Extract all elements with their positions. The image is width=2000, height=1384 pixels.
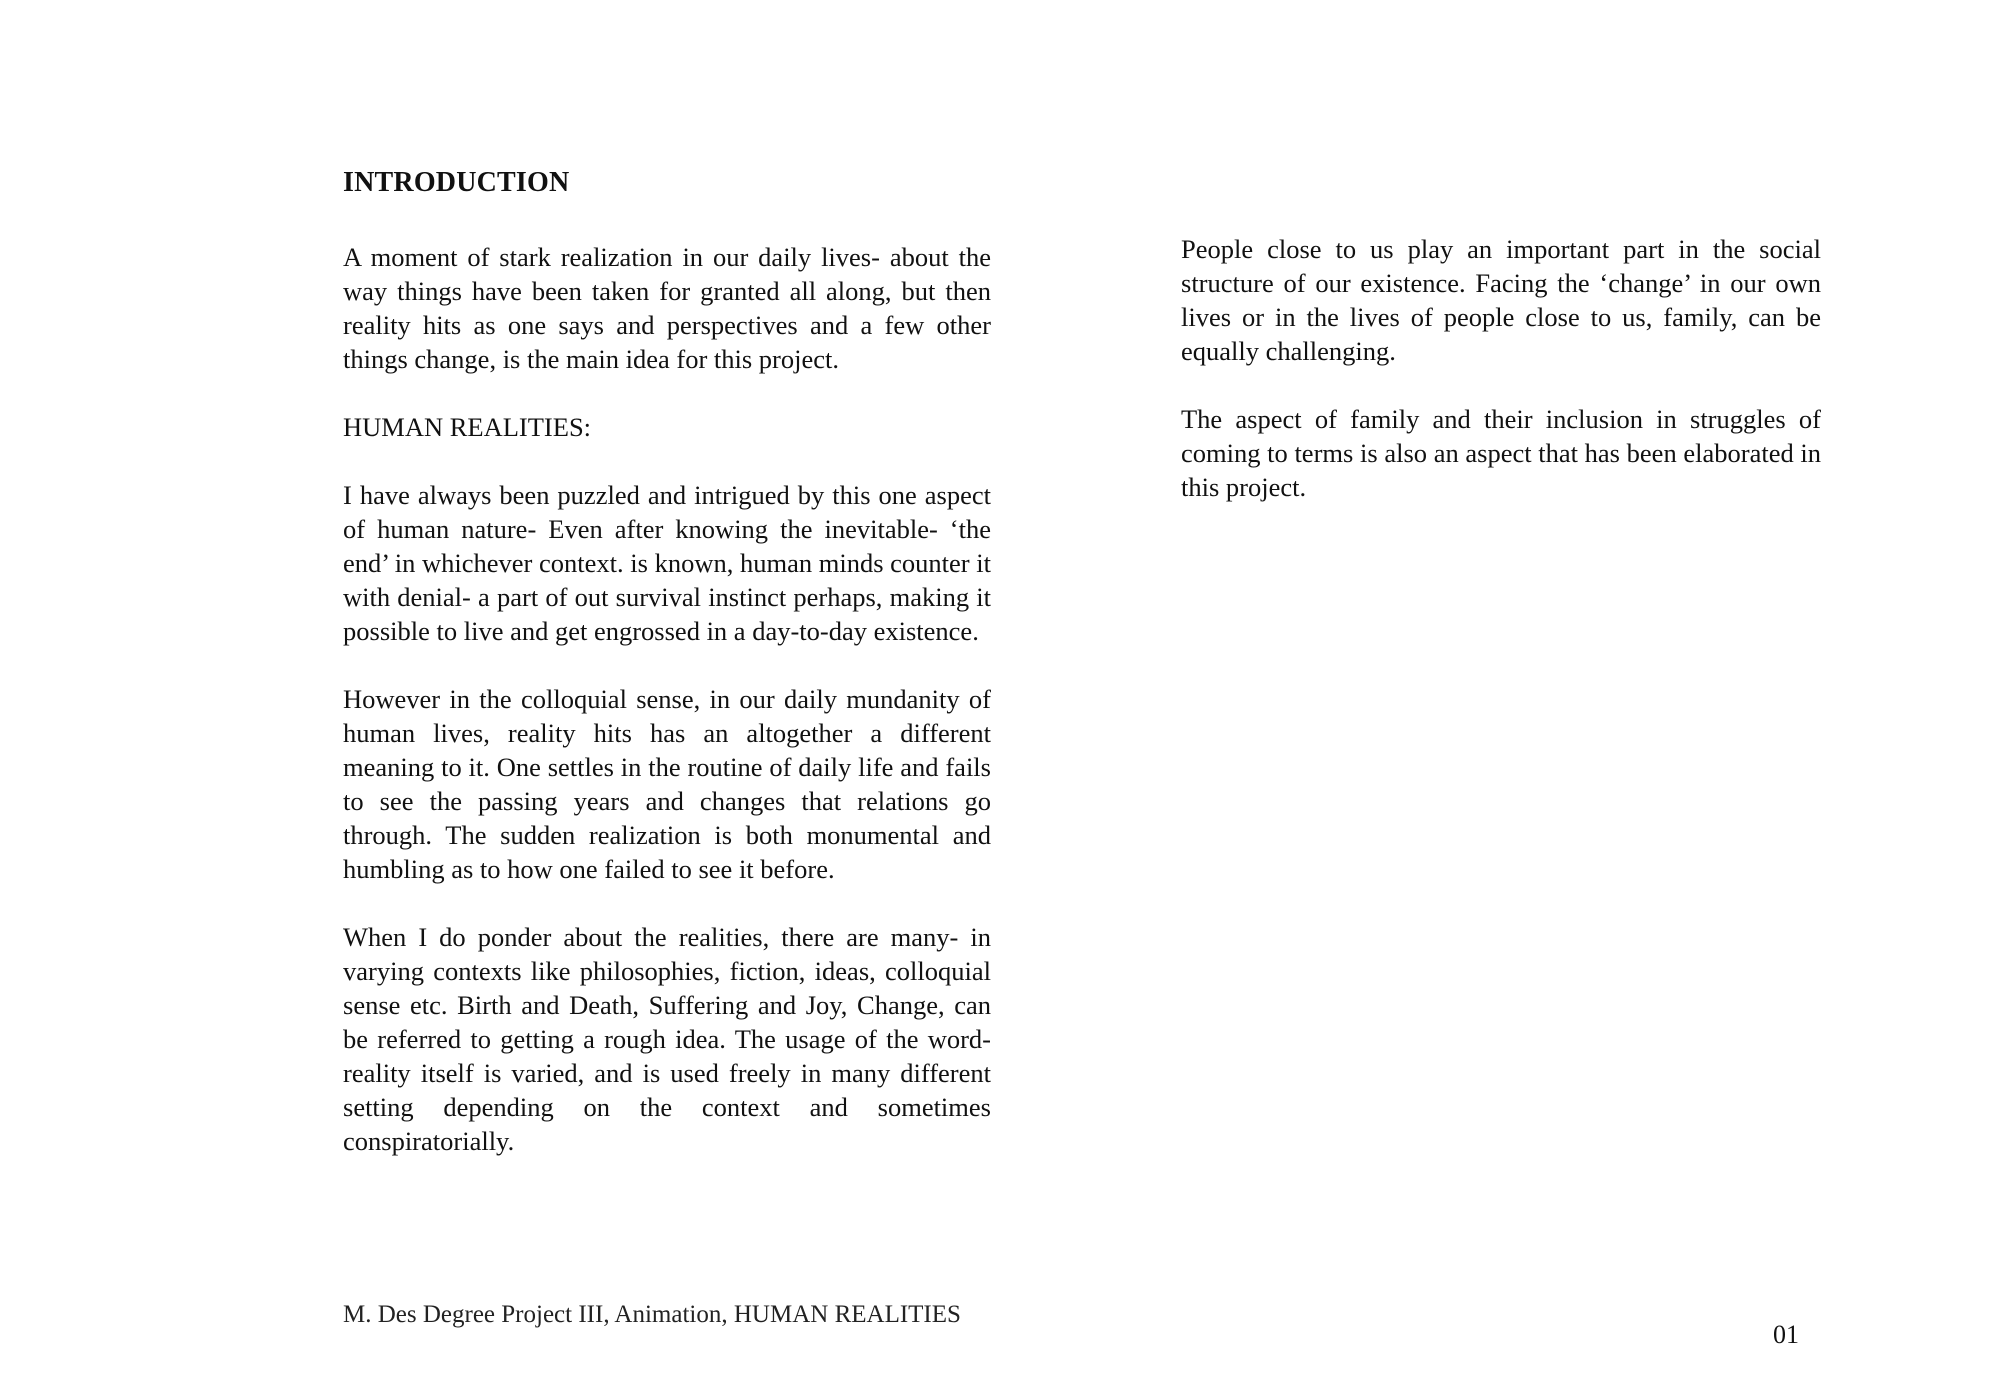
page-number: 01 [1773,1320,1799,1349]
body-paragraph: The aspect of family and their inclusion in struggles of coming to terms is also an aspect that has been elaborated in this project. [1181,404,1821,502]
body-paragraph: People close to us play an important part in the social structure of our existence. Facing the ‘change’ in our own lives or in the lives of people close to us, family, can be equally challenging. [1181,234,1821,366]
right-column [1181,232,1821,538]
page-heading: INTRODUCTION [343,167,570,198]
body-paragraph: However in the colloquial sense, in our daily mundanity of human lives, reality hits has an altogether a different meaning to it. One settles in the routine of daily life and fails to see the passing years and changes that relations go through. The sudden realization is both monumental and humbling as to how one failed to see it before. [343,684,991,884]
left-column [343,240,991,1192]
intro-paragraph: A moment of stark realization in our daily lives- about the way things have been taken for granted all along, but then reality hits as one says and perspectives and a few other things change, is the main idea for this project. [343,242,991,374]
section-subheading: HUMAN REALITIES: [343,412,592,442]
footer-title: M. Des Degree Project III, Animation, HUMAN REALITIES [343,1301,961,1328]
body-paragraph: When I do ponder about the realities, there are many- in varying contexts like philosophies, fiction, ideas, colloquial sense etc. Birth and Death, Suffering and Joy, Change, can be referred to getting a rough idea. The usage of the word- reality itself is varied, and is used freely in many different setting depending on the context and sometimes conspiratorially. [343,922,991,1156]
body-paragraph: I have always been puzzled and intrigued by this one aspect of human nature- Even after knowing the inevitable- ‘the end’ in whichever context. is known, human minds counter it with denial- a part of out survival instinct perhaps, making it possible to live and get engrossed in a day-to-day existence. [343,480,991,646]
